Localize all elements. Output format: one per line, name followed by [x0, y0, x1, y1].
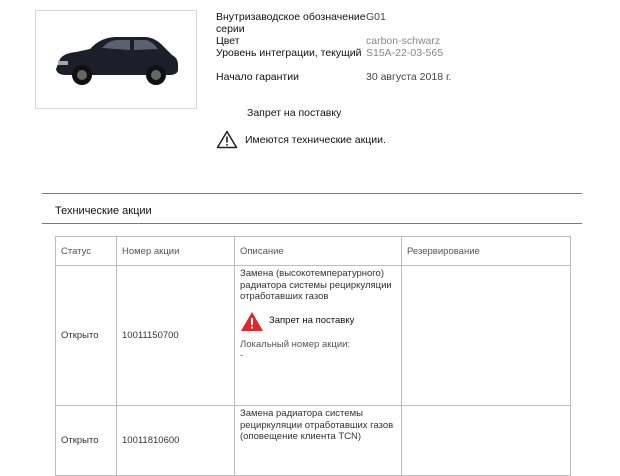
table-header-row — [56, 237, 571, 266]
warning-triangle-icon — [216, 130, 238, 149]
header-description: Описание — [235, 237, 402, 266]
row-number: 10011150700 — [117, 266, 235, 406]
info-row-color — [216, 35, 606, 47]
header-status: Статус — [56, 237, 117, 266]
series-label: Внутризаводское обозначение серии — [216, 11, 366, 35]
technical-actions-notice — [216, 130, 386, 149]
warranty-value: 30 августа 2018 г. — [366, 71, 452, 83]
delivery-stop-badge — [240, 311, 396, 332]
integration-value: S15A-22-03-565 — [366, 47, 444, 59]
row-description: Замена радиатора системы рециркуляции отработавших газов (оповещение клиента TCN) — [235, 406, 402, 476]
row-description — [235, 266, 402, 406]
info-row-integration — [216, 47, 606, 71]
technical-actions-table — [55, 236, 571, 476]
delivery-stop-badge-text: Запрет на поставку — [269, 315, 355, 327]
row-status: Открыто — [56, 406, 117, 476]
technical-actions-notice-text: Имеются технические акции. — [245, 133, 386, 146]
header-reservation: Резервирование — [402, 237, 571, 266]
local-number-label: Локальный номер акции: — [240, 338, 351, 350]
warranty-label: Начало гарантии — [216, 71, 299, 83]
vehicle-image — [35, 10, 197, 109]
section-title: Технические акции — [55, 205, 152, 217]
info-row-warranty — [216, 71, 606, 83]
red-warning-icon — [240, 311, 264, 332]
car-icon — [46, 25, 186, 95]
header-number: Номер акции — [117, 237, 235, 266]
local-number-value: - — [240, 350, 244, 361]
vehicle-info — [216, 11, 606, 83]
integration-label: Уровень интеграции, текущий — [216, 47, 362, 59]
series-value: G01 — [366, 11, 386, 23]
color-value: carbon-schwarz — [366, 35, 441, 47]
row-reservation — [402, 266, 571, 406]
delivery-stop-text: Запрет на поставку — [247, 107, 342, 119]
info-row-series — [216, 11, 606, 35]
table-row — [56, 266, 571, 406]
row-status: Открыто — [56, 266, 117, 406]
section-divider-bottom — [42, 223, 582, 224]
color-label: Цвет — [216, 35, 240, 47]
row-description-text: Замена (высокотемпературного) радиатора системы рециркуляции отработавших газов — [240, 268, 392, 302]
table-row — [56, 406, 571, 476]
section-divider-top — [42, 193, 582, 194]
row-reservation — [402, 406, 571, 476]
row-number: 10011810600 — [117, 406, 235, 476]
